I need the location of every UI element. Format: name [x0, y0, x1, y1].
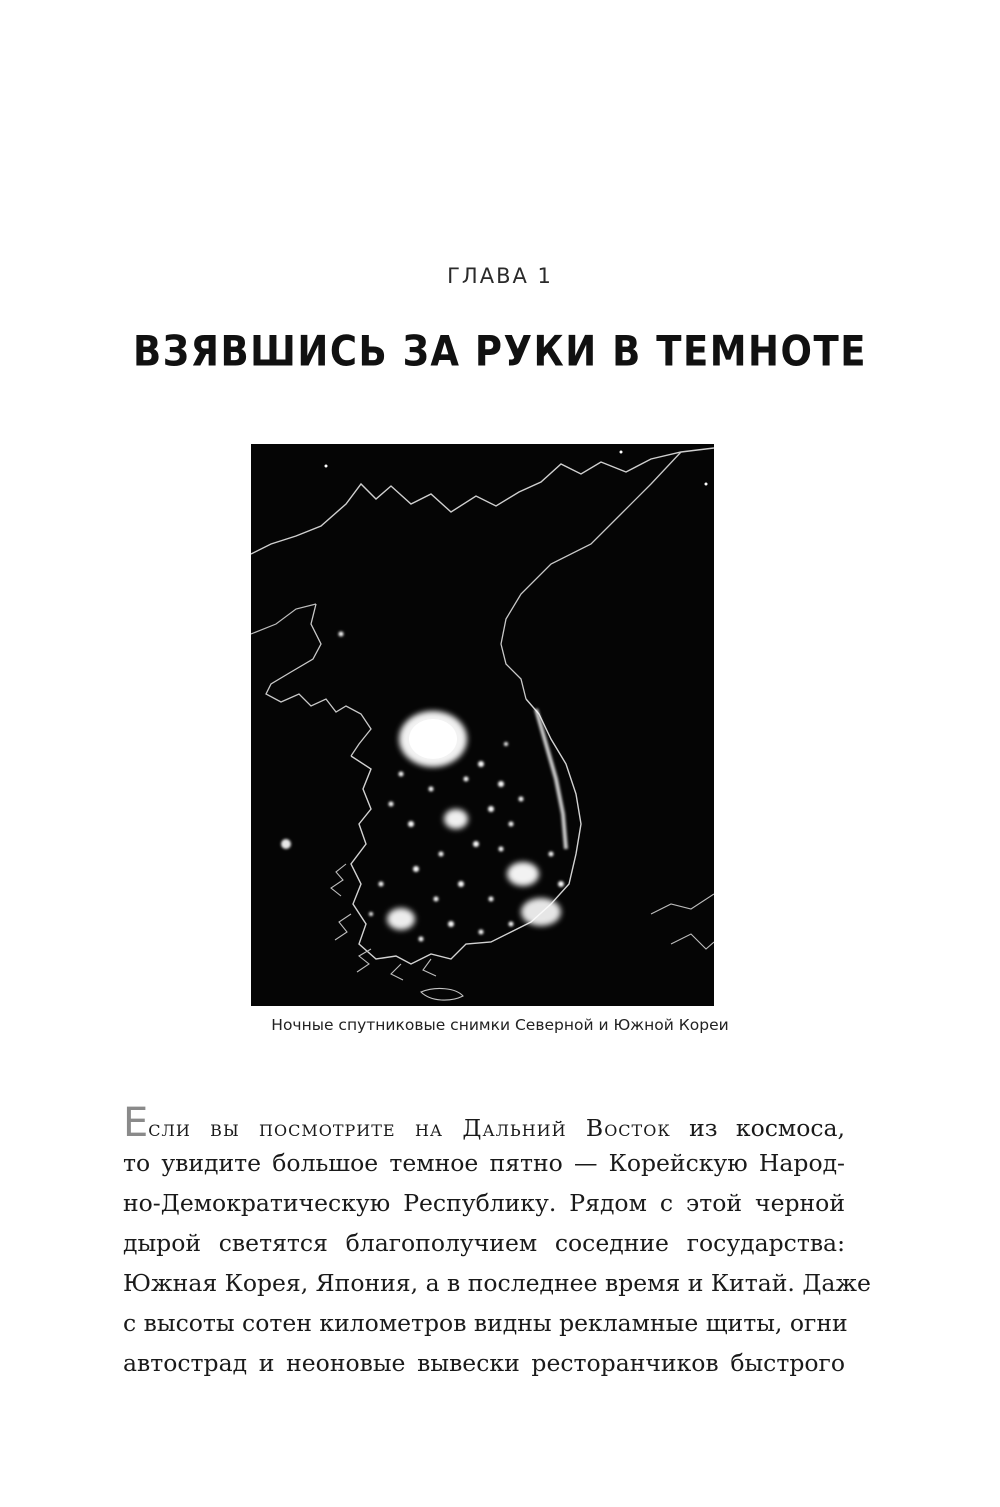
text-line-5: Южная Корея, Япония, а в последнее время и Китай. Даже — [123, 1269, 871, 1297]
text-line-3: но-Демократическую Республику. Рядом с этой черной — [123, 1189, 845, 1217]
figure-caption: Ночные спутниковые снимки Северной и Южной Кореи — [271, 1016, 729, 1034]
korea-night-map-illustration — [251, 444, 714, 1006]
text-line-7: автострад и неоновые вывески ресторанчиков быстрого — [123, 1349, 845, 1377]
chapter-label: ГЛАВА 1 — [447, 264, 553, 288]
drop-cap: Е — [123, 1100, 149, 1146]
body-paragraph — [123, 1100, 871, 1383]
text-line-4: дырой светятся благополучием соседние государства: — [123, 1229, 845, 1257]
text-line-6: с высоты сотен километров видны рекламные щиты, огни — [123, 1309, 848, 1337]
text-line-1 — [123, 1100, 845, 1146]
text-line-1-rest: из космоса, — [670, 1114, 845, 1142]
satellite-image-korea-night — [251, 444, 714, 1006]
lead-small-caps: сли вы посмотрите на Дальний Восток — [148, 1114, 671, 1142]
text-line-2: то увидите большое темное пятно — Корейскую Народ- — [123, 1149, 845, 1177]
chapter-title: ВЗЯВШИСЬ ЗА РУКИ В ТЕМНОТЕ — [133, 327, 867, 376]
